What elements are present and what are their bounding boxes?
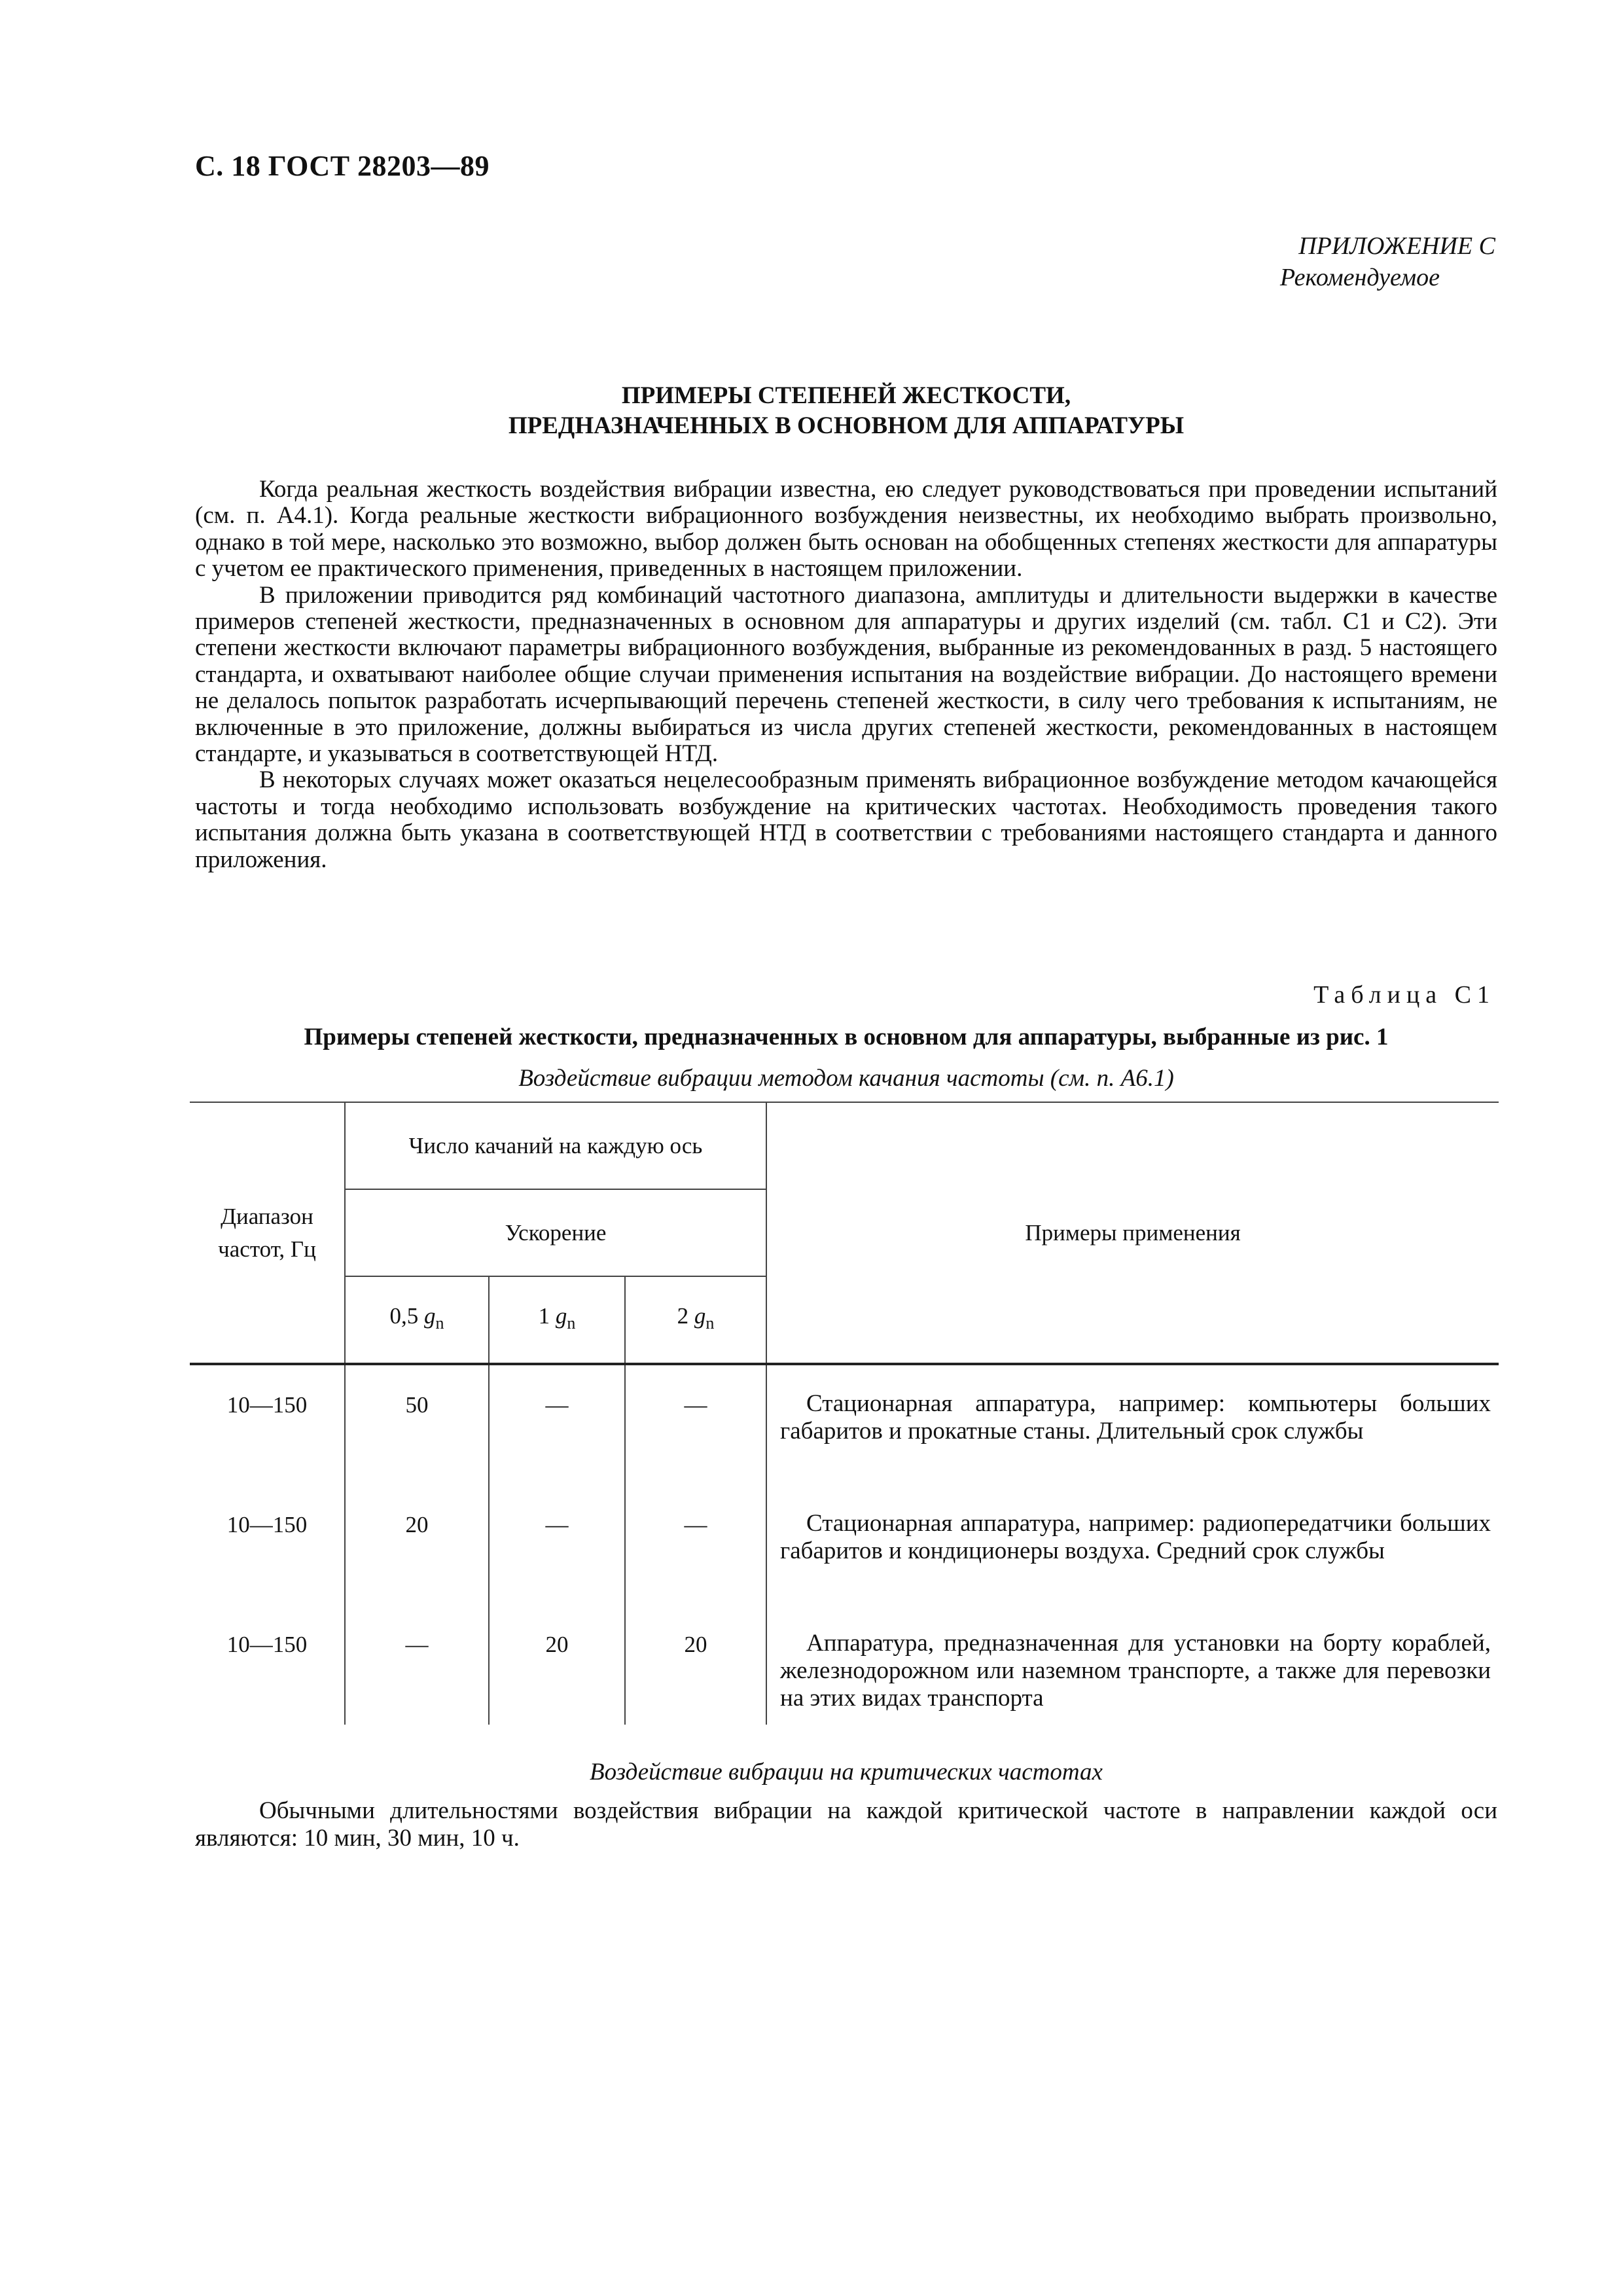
header-sweeps: Число качаний на каждую ось: [345, 1102, 766, 1189]
critical-section-text: Обычными длительностями воздействия вибрации на каждой критической частоте в направлении каждой оси являются: 10 мин, 30 мин, 10 ч.: [195, 1797, 1497, 1852]
cell-application: Аппаратура, предназначенная для установки на борту кораблей, железнодорожном или наземном транспорте, а также для перевозки на этих видах транспорта: [766, 1605, 1499, 1725]
cell-acc-1: 20: [489, 1605, 625, 1725]
table-row: [190, 1485, 1499, 1605]
header-freq-range: Диапазон частот, Гц: [190, 1102, 345, 1364]
header-acceleration: Ускорение: [345, 1189, 766, 1276]
appendix-label: ПРИЛОЖЕНИЕ С: [1298, 232, 1495, 260]
header-applications: Примеры применения: [766, 1102, 1499, 1364]
table-row: [190, 1364, 1499, 1485]
cell-freq-range: 10—150: [226, 1512, 308, 1537]
document-title: [195, 381, 1497, 441]
cell-acc-2: 20: [625, 1605, 766, 1725]
title-line-2: ПРЕДНАЗНАЧЕННЫХ В ОСНОВНОМ ДЛЯ АППАРАТУРЫ: [508, 412, 1185, 439]
paragraph: Когда реальная жесткость воздействия вибрации известна, ею следует руководствоваться при проведении испытаний (см. п. А4.1). Когда реальные жесткости вибрационного возбуждения неизвестны, их необходимо выбрать произвольно, однако в той мере, насколько это возможно, выбор должен быть основан на обобщенных степенях жесткости для аппаратуры с учетом ее практического применения, приведенных в настоящем приложении.: [195, 476, 1497, 583]
body-text: [195, 476, 1497, 873]
table-subtitle: Воздействие вибрации методом качания частоты (см. п. А6.1): [518, 1065, 1174, 1092]
appendix-block: [1280, 230, 1495, 293]
table-label: Таблица С1: [1313, 981, 1495, 1009]
table-title: Примеры степеней жесткости, предназначенных в основном для аппаратуры, выбранные из рис. 1: [304, 1024, 1389, 1050]
header-acc-level: 1 $g_n$: [489, 1276, 625, 1364]
critical-section-title: Воздействие вибрации на критических частотах: [590, 1759, 1103, 1785]
header-acc-level: 2 $g_n$: [625, 1276, 766, 1364]
page-header: С. 18 ГОСТ 28203—89: [195, 150, 490, 182]
cell-acc-2: —: [625, 1485, 766, 1605]
paragraph: В приложении приводится ряд комбинаций частотного диапазона, амплитуды и длительности выдержки в качестве примеров степеней жесткости, предназначенных в основном для аппаратуры и других изделий (см. табл. С1 и С2). Эти степени жесткости включают параметры вибрационного возбуждения, выбранные из рекомендованных в разд. 5 настоящего стандарта, и охватывают наиболее общие случаи применения испытания на воздействие вибрации. До настоящего времени не делалось попыток разработать исчерпывающий перечень степеней жесткости, в силу чего требования к испытаниям, не включенные в это приложение, должны выбираться из числа других степеней жесткости, рекомендованных в настоящем стандарте, и указываться в соответствующей НТД.: [195, 581, 1497, 768]
table-header-row: [190, 1102, 1499, 1189]
severity-table: [190, 1102, 1499, 1725]
cell-application: Стационарная аппаратура, например: компьютеры больших габаритов и прокатные станы. Длительный срок службы: [766, 1364, 1499, 1485]
cell-freq-range: 10—150: [226, 1632, 308, 1657]
table-row: [190, 1605, 1499, 1725]
title-line-1: ПРИМЕРЫ СТЕПЕНЕЙ ЖЕСТКОСТИ,: [621, 382, 1071, 409]
appendix-status: Рекомендуемое: [1279, 264, 1440, 291]
cell-acc-1: —: [489, 1364, 625, 1485]
table-container: [190, 1102, 1499, 1725]
header-acc-level: 0,5 $g_n$: [345, 1276, 489, 1364]
cell-acc-05: 50: [345, 1364, 489, 1485]
cell-acc-05: 20: [345, 1485, 489, 1605]
cell-application: Стационарная аппаратура, например: радиопередатчики больших габаритов и кондиционеры воздуха. Средний срок службы: [766, 1485, 1499, 1605]
cell-acc-1: —: [489, 1485, 625, 1605]
cell-freq-range: 10—150: [226, 1392, 308, 1418]
cell-acc-05: —: [345, 1605, 489, 1725]
paragraph: В некоторых случаях может оказаться нецелесообразным применять вибрационное возбуждение методом качающейся частоты и тогда необходимо использовать возбуждение на критических частотах. Необходимость проведения такого испытания должна быть указана в соответствующей НТД в соответствии с требованиями настоящего стандарта и данного приложения.: [195, 766, 1497, 873]
cell-acc-2: —: [625, 1364, 766, 1485]
